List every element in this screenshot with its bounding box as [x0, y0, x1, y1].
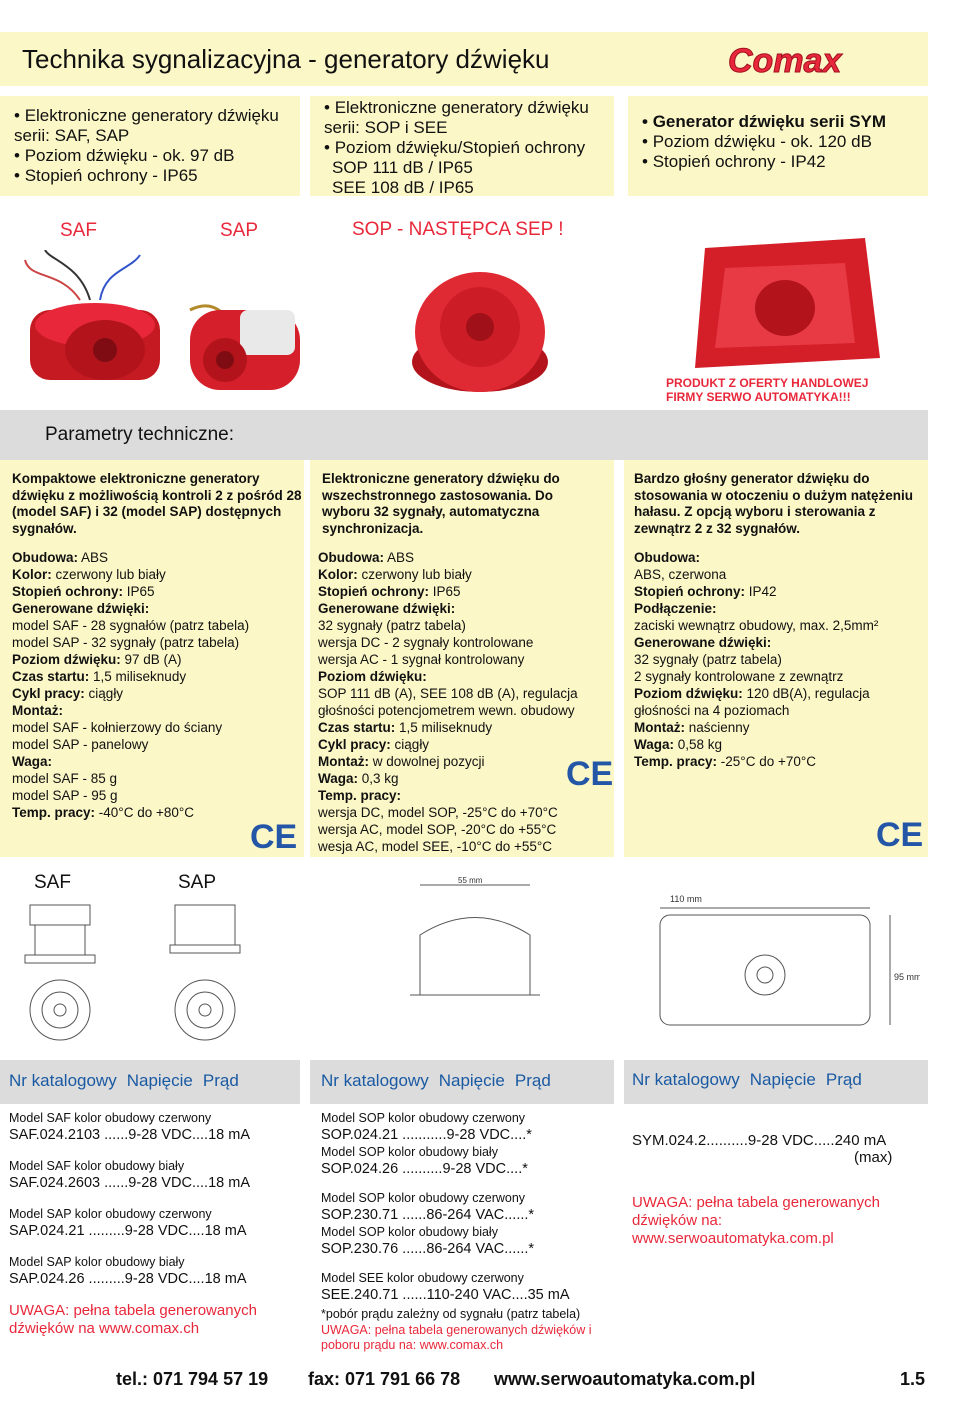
- spec-value: ciągły: [390, 737, 430, 752]
- spec-value: wesja AC, model SEE, -10°C do +55°C: [318, 839, 553, 854]
- spec-row: [634, 753, 924, 770]
- spec-key: Waga:: [318, 771, 358, 786]
- list-item: Model SAP kolor obudowy biały SAP.024.26 .........9-28 VDC....18 mA: [9, 1255, 247, 1287]
- list-item: Model SOP kolor obudowy czerwony SOP.024.21 ...........9-28 VDC....*: [321, 1111, 532, 1143]
- catalog-header-labels: Nr katalogowy Napięcie Prąd: [321, 1071, 551, 1090]
- list-item: Model SEE kolor obudowy czerwony SEE.240.71 ......110-240 VAC....35 mA: [321, 1271, 570, 1303]
- spec-row: [634, 566, 924, 583]
- spec-row: [318, 549, 614, 566]
- warning-note: UWAGA: pełna tabela generowanych dźwięków na www.comax.ch: [9, 1302, 257, 1337]
- spec-key: Waga:: [12, 754, 52, 769]
- product-note: PRODUKT Z OFERTY HANDLOWEJ FIRMY SERWO AUTOMATYKA!!!: [666, 376, 869, 404]
- saf-product-image: [20, 250, 180, 410]
- spec-row: [318, 617, 614, 634]
- sym-technical-drawing: [640, 880, 920, 1030]
- comax-logo: [722, 38, 872, 82]
- spec-row: [634, 736, 924, 753]
- spec-value: wersja AC, model SOP, -20°C do +55°C: [318, 822, 557, 837]
- spec-list-sop-see: [318, 549, 614, 855]
- spec-line: SEE 108 dB / IP65: [332, 178, 474, 197]
- spec-row: [318, 736, 614, 753]
- footer-phone: tel.: 071 794 57 19: [116, 1369, 269, 1389]
- list-item: Model SAF kolor obudowy czerwony SAF.024.2103 ......9-28 VDC....18 mA: [9, 1111, 250, 1143]
- spec-value: ABS, czerwona: [634, 567, 727, 582]
- spec-value: 120 dB(A), regulacja: [742, 686, 870, 701]
- spec-value: 1,5 miliseknudy: [395, 720, 493, 735]
- spec-value: 32 sygnały (patrz tabela): [318, 618, 466, 633]
- saf-technical-drawing: [20, 895, 120, 1045]
- spec-key: Temp. pracy:: [634, 754, 718, 769]
- catalog-header-labels: Nr katalogowy Napięcie Prąd: [632, 1070, 862, 1089]
- description-sym: Bardzo głośny generator dźwięku do stosowania w otoczeniu o dużym natężeniu hałasu. Z opcją wyboru i sterowania z zewnątrz 2 z 32 sygnałów.: [634, 471, 914, 536]
- spec-row: [12, 634, 302, 651]
- spec-value: 97 dB (A): [120, 652, 182, 667]
- spec-row: [634, 617, 924, 634]
- bullet: • Elektroniczne generatory dźwięku serii: SOP i SEE: [324, 98, 589, 137]
- spec-value: w dowolnej pozycji: [369, 754, 485, 769]
- spec-value: 0,58 kg: [674, 737, 723, 752]
- spec-key: Stopień ochrony:: [634, 584, 745, 599]
- spec-value: model SAF - 28 sygnałów (patrz tabela): [12, 618, 250, 633]
- spec-value: wersja AC - 1 sygnał kontrolowany: [318, 652, 525, 667]
- spec-row: [634, 600, 924, 617]
- spec-row: [318, 634, 614, 651]
- spec-key: Czas startu:: [318, 720, 396, 735]
- spec-value: model SAF - 85 g: [12, 771, 118, 786]
- spec-row: [12, 685, 302, 702]
- spec-row: [318, 583, 614, 600]
- spec-key: Generowane dźwięki:: [634, 635, 772, 650]
- sop-product-image: [405, 262, 555, 402]
- page-title: Technika sygnalizacyjna - generatory dźwięku: [22, 44, 550, 74]
- label-sap: SAP: [220, 220, 259, 241]
- spec-key: Poziom dźwięku:: [12, 652, 121, 667]
- spec-row: [318, 719, 614, 736]
- spec-key: Czas startu:: [12, 669, 90, 684]
- spec-row: [634, 685, 924, 702]
- spec-value: model SAP - 32 sygnały (patrz tabela): [12, 635, 240, 650]
- spec-value: głośności na 4 poziomach: [634, 703, 790, 718]
- spec-row: [12, 736, 302, 753]
- spec-value: 0,3 kg: [358, 771, 399, 786]
- spec-row: [634, 549, 924, 566]
- warning-note: UWAGA: pełna tabela generowanych dźwięków i poboru prądu na: www.comax.ch: [321, 1323, 592, 1352]
- spec-row: [634, 668, 924, 685]
- spec-value: wersja DC - 2 sygnały kontrolowane: [318, 635, 534, 650]
- spec-row: [634, 719, 924, 736]
- sop-see-info-box: [310, 96, 614, 196]
- spec-value: 32 sygnały (patrz tabela): [634, 652, 782, 667]
- spec-key: Generowane dźwięki:: [318, 601, 456, 616]
- warning-note: UWAGA: pełna tabela generowanych dźwięków na: www.serwoautomatyka.com.pl: [632, 1194, 880, 1247]
- spec-row: [12, 617, 302, 634]
- spec-key: Montaż:: [318, 754, 369, 769]
- catalog-list-sop-see: [321, 1104, 616, 1353]
- spec-value: IP65: [429, 584, 461, 599]
- spec-value: czerwony lub biały: [357, 567, 472, 582]
- spec-value: 1,5 miliseknudy: [89, 669, 187, 684]
- description-saf-sap: Kompaktowe elektroniczne generatory dźwięku z możliwością kontroli 2 z pośród 28 (model SAF) i 32 (model SAP) dostępnych sygnałów.: [12, 471, 302, 536]
- spec-value: IP42: [745, 584, 777, 599]
- footnote: *pobór prądu zależny od sygnału (patrz tabela): [321, 1307, 581, 1321]
- drawing-label-sap: SAP: [178, 872, 217, 893]
- spec-row: [12, 787, 302, 804]
- list-item: Model SOP kolor obudowy biały SOP.230.76 ......86-264 VAC......*: [321, 1225, 535, 1257]
- list-item: Model SOP kolor obudowy czerwony SOP.230.71 ......86-264 VAC......*: [321, 1191, 535, 1223]
- spec-row: [12, 770, 302, 787]
- spec-row: [634, 583, 924, 600]
- list-item: Model SOP kolor obudowy biały SOP.024.26 ..........9-28 VDC....*: [321, 1145, 528, 1177]
- list-item: Model SAF kolor obudowy biały SAF.024.2603 ......9-28 VDC....18 mA: [9, 1159, 250, 1191]
- spec-row: [634, 702, 924, 719]
- description-sop-see: Elektroniczne generatory dźwięku do wszechstronnego zastosowania. Do wyboru 32 sygnały, automatyczna synchronizacja.: [322, 471, 560, 536]
- spec-value: ABS: [78, 550, 109, 565]
- drawing-label-saf: SAF: [34, 872, 71, 893]
- spec-value: zaciski wewnątrz obudowy, max. 2,5mm²: [634, 618, 879, 633]
- spec-key: Temp. pracy:: [12, 805, 96, 820]
- spec-value: IP65: [123, 584, 155, 599]
- catalog-list-saf-sap: [9, 1104, 304, 1338]
- footer-fax: fax: 071 791 66 78: [308, 1369, 461, 1389]
- svg-text:110 mm: 110 mm: [670, 894, 702, 904]
- bullet: • Elektroniczne generatory dźwięku serii: SAF, SAP: [14, 106, 286, 146]
- spec-key: Kolor:: [318, 567, 358, 582]
- bullet: • Generator dźwięku serii SYM: [642, 112, 914, 132]
- spec-row: [12, 668, 302, 685]
- spec-row: [318, 566, 614, 583]
- sym-product-image: [685, 208, 885, 378]
- params-title: Parametry techniczne:: [45, 424, 235, 445]
- spec-row: [634, 634, 924, 651]
- spec-value: model SAF - kołnierzowy do ściany: [12, 720, 223, 735]
- svg-text:CE: CE: [250, 818, 296, 854]
- spec-key: Obudowa:: [318, 550, 384, 565]
- spec-row: [318, 668, 614, 685]
- spec-row: [12, 583, 302, 600]
- spec-value: ABS: [384, 550, 415, 565]
- list-item: Model SAP kolor obudowy czerwony SAP.024.21 .........9-28 VDC....18 mA: [9, 1207, 247, 1239]
- spec-key: Cykl pracy:: [12, 686, 85, 701]
- spec-value: 2 sygnały kontrolowane z zewnątrz: [634, 669, 844, 684]
- spec-value: -40°C do +80°C: [95, 805, 195, 820]
- spec-value: SOP 111 dB (A), SEE 108 dB (A), regulacja: [318, 686, 578, 701]
- spec-row: [12, 651, 302, 668]
- svg-text:95 mm: 95 mm: [894, 972, 920, 982]
- bullet: • Stopień ochrony - IP65: [14, 166, 286, 186]
- sap-technical-drawing: [160, 895, 260, 1045]
- spec-key: Podłączenie:: [634, 601, 717, 616]
- spec-key: Waga:: [634, 737, 674, 752]
- spec-row: [318, 821, 614, 838]
- ce-mark-icon: [566, 755, 612, 796]
- spec-list-sym: [634, 549, 924, 770]
- spec-key: Montaż:: [634, 720, 685, 735]
- spec-key: Montaż:: [12, 703, 63, 718]
- spec-key: Stopień ochrony:: [12, 584, 123, 599]
- bullet: • Stopień ochrony - IP42: [642, 152, 914, 172]
- spec-value: model SAP - 95 g: [12, 788, 118, 803]
- spec-row: [318, 838, 614, 855]
- spec-row: [12, 600, 302, 617]
- catalog-list-sym: [632, 1132, 922, 1248]
- spec-row: [12, 719, 302, 736]
- svg-text:55 mm: 55 mm: [458, 876, 483, 885]
- ce-mark-icon: [250, 818, 296, 859]
- sop-technical-drawing: [400, 875, 570, 1015]
- spec-row: [12, 549, 302, 566]
- spec-key: Kolor:: [12, 567, 52, 582]
- spec-row: [318, 651, 614, 668]
- spec-key: Generowane dźwięki:: [12, 601, 150, 616]
- spec-value: model SAP - panelowy: [12, 737, 149, 752]
- svg-text:Comax: Comax: [728, 42, 842, 80]
- spec-value: naścienny: [685, 720, 750, 735]
- svg-text:CE: CE: [876, 816, 922, 852]
- bullet: • Poziom dźwięku - ok. 97 dB: [14, 146, 286, 166]
- spec-value: ciągły: [84, 686, 124, 701]
- spec-row: [12, 566, 302, 583]
- bullet: • Poziom dźwięku - ok. 120 dB: [642, 132, 914, 152]
- spec-key: Poziom dźwięku:: [634, 686, 743, 701]
- spec-row: [634, 651, 924, 668]
- svg-text:CE: CE: [566, 755, 612, 791]
- spec-key: Cykl pracy:: [318, 737, 391, 752]
- spec-key: Obudowa:: [12, 550, 78, 565]
- catalog-header-labels: Nr katalogowy Napięcie Prąd: [9, 1071, 239, 1090]
- spec-line: SOP 111 dB / IP65: [332, 158, 473, 177]
- bullet: • Poziom dźwięku/Stopień ochrony: [324, 138, 586, 157]
- sap-product-image: [180, 290, 310, 400]
- ce-mark-icon: [876, 816, 922, 857]
- spec-key: Stopień ochrony:: [318, 584, 429, 599]
- sop-notice: SOP - NASTĘPCA SEP !: [352, 219, 564, 240]
- saf-sap-info-box: [0, 96, 300, 196]
- spec-row: [318, 600, 614, 617]
- spec-key: Temp. pracy:: [318, 788, 402, 803]
- spec-value: wersja DC, model SOP, -25°C do +70°C: [318, 805, 558, 820]
- sym-info-box: [628, 96, 928, 196]
- spec-row: [12, 753, 302, 770]
- max-note: (max): [854, 1149, 893, 1166]
- spec-row: [318, 685, 614, 702]
- spec-value: -25°C do +70°C: [717, 754, 817, 769]
- spec-key: Poziom dźwięku:: [318, 669, 427, 684]
- spec-row: [318, 702, 614, 719]
- spec-value: głośności potencjometrem wewn. obudowy: [318, 703, 575, 718]
- spec-row: [12, 702, 302, 719]
- spec-row: [318, 804, 614, 821]
- spec-value: czerwony lub biały: [51, 567, 166, 582]
- page-number: 1.5: [900, 1369, 926, 1389]
- list-item: SYM.024.2..........9-28 VDC.....240 mA: [632, 1132, 887, 1149]
- spec-key: Obudowa:: [634, 550, 700, 565]
- footer-website[interactable]: www.serwoautomatyka.com.pl: [494, 1369, 756, 1389]
- spec-list-saf-sap: [12, 549, 302, 821]
- label-saf: SAF: [60, 220, 97, 241]
